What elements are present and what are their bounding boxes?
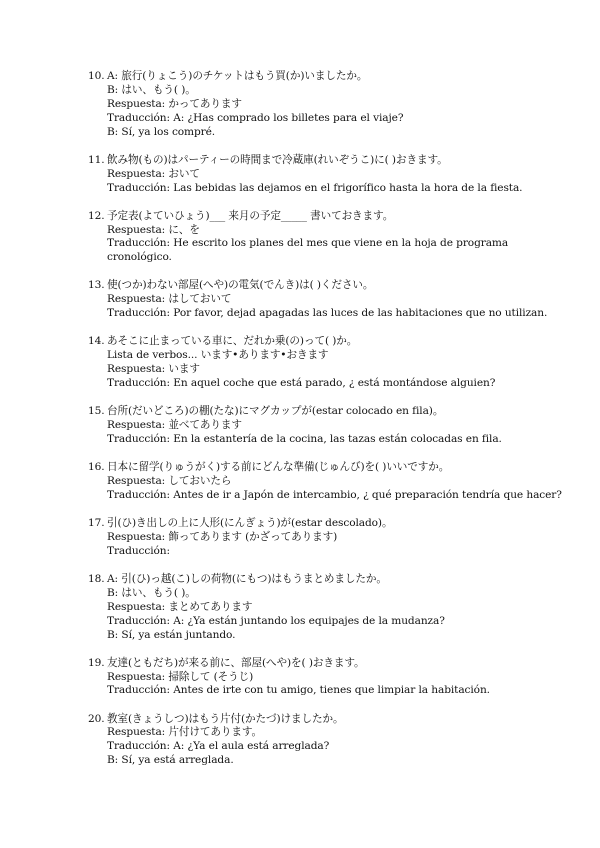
exercise-line: Traducción: Antes de ir a Japón de intercambio, ¿ qué preparación tendría que hacer? [107,488,562,501]
exercise-question-text: 使(つか)わない部屋(へや)の電気(でんき)は( )ください。 [107,279,374,292]
exercise-line: Respuesta: 並べてあります [107,419,242,432]
exercise-question-text: 飲み物(もの)はパーティーの時間まで冷蔵庫(れいぞうこ)に( )おきます。 [107,153,448,166]
exercise-number: 20. [88,712,105,725]
exercise-line: Traducción: Las bebidas las dejamos en el frigorífico hasta la hora de la fiesta. [107,181,523,194]
exercise-question-text: 予定表(よていひょう)___ 来月の予定_____ 書いておきます。 [107,209,394,222]
exercise-item [88,335,588,391]
exercise-question [88,210,588,224]
exercise-item [88,517,588,559]
exercise-line: Respuesta: まとめてあります [107,600,253,613]
exercise-number: 13. [88,279,105,292]
exercise-number: 17. [88,516,105,529]
exercise-item [88,210,588,266]
exercise-line: Traducción: Por favor, dejad apagadas las luces de las habitaciones que no utilizan. [107,307,548,320]
exercise-question [88,279,588,293]
exercise-item [88,713,588,769]
exercise-line: Traducción: A: ¿Has comprado los billetes para el viaje? [107,111,404,124]
exercise-number: 12. [88,209,105,222]
exercise-question [88,461,588,475]
exercise-number: 11. [88,153,105,166]
exercise-number: 15. [88,405,105,418]
exercise-line: Respuesta: はしておいて [107,293,232,306]
exercise-line: Traducción: En aquel coche que está parado, ¿ está montándose alguien? [107,377,496,390]
exercise-item [88,657,588,699]
exercise-question [88,713,588,727]
exercise-question-text: あそこに止まっている車に、だれか乗(の)って( )か。 [107,335,358,348]
exercise-number: 19. [88,656,105,669]
exercise-line: Traducción: [107,544,170,557]
exercise-question-text: A: 引(ひ)っ越(こ)しの荷物(にもつ)はもうまとめましたか。 [107,572,387,585]
exercise-line: Respuesta: おいて [107,167,200,180]
exercise-question [88,154,588,168]
exercise-line: Lista de verbos... います•あります•おきます [107,349,329,362]
exercise-question [88,657,588,671]
exercise-number: 10. [88,70,105,82]
exercise-question [88,517,588,531]
exercise-line: Traducción: En la estantería de la cocina, las tazas están colocadas en fila. [107,432,502,445]
exercise-line: Respuesta: かってあります [107,97,242,110]
exercise-line: B: はい、もう( )。 [107,83,196,96]
exercise-number: 14. [88,335,105,348]
exercise-line: B: はい、もう( )。 [107,586,196,599]
exercise-line: Traducción: He escrito los planes del mes que viene en la hoja de programa cronológico. [107,237,509,264]
exercise-line: Traducción: A: ¿Ya el aula está arreglada? [107,740,330,753]
exercise-line: Traducción: A: ¿Ya están juntando los equipajes de la mudanza? [107,614,445,627]
exercise-question-text: 教室(きょうしつ)はもう片付(かたづ)けましたか。 [107,712,344,725]
exercise-line: B: Sí, ya los compré. [107,125,216,138]
exercise-question [88,405,588,419]
exercise-line: Traducción: Antes de irte con tu amigo, tienes que limpiar la habitación. [107,684,490,697]
exercise-number: 16. [88,461,105,474]
exercise-list [88,70,588,782]
exercise-line: Respuesta: 片付けてあります。 [107,726,262,739]
exercise-item [88,573,588,643]
exercise-item [88,461,588,503]
exercise-question-text: 台所(だいどころ)の棚(たな)にマグカップが(estar colocado en fila)。 [107,405,444,418]
exercise-question-text: A: 旅行(りょこう)のチケットはもう買(か)いましたか。 [107,70,368,82]
exercise-item [88,70,588,140]
exercise-number: 18. [88,572,105,585]
exercise-line: Respuesta: います [107,363,200,376]
exercise-line: B: Sí, ya está arreglada. [107,754,234,767]
exercise-line: Respuesta: 飾ってあります (かざってあります) [107,530,338,543]
exercise-question-text: 引(ひ)き出しの上に人形(にんぎょう)が(estar descolado)。 [107,516,393,529]
exercise-line: Respuesta: しておいたら [107,474,232,487]
exercise-item [88,405,588,447]
exercise-question [88,573,588,587]
exercise-item [88,279,588,321]
exercise-line: Respuesta: に、を [107,223,200,236]
exercise-question-text: 友達(ともだち)が来る前に、部屋(へや)を( )おきます。 [107,656,365,669]
exercise-line: B: Sí, ya están juntando. [107,628,236,641]
exercise-question-text: 日本に留学(りゅうがく)する前にどんな準備(じゅんび)を( )いいですか。 [107,461,450,474]
exercise-item [88,154,588,196]
exercise-question [88,70,588,84]
exercise-question [88,335,588,349]
exercise-line: Respuesta: 掃除して (そうじ) [107,670,254,683]
